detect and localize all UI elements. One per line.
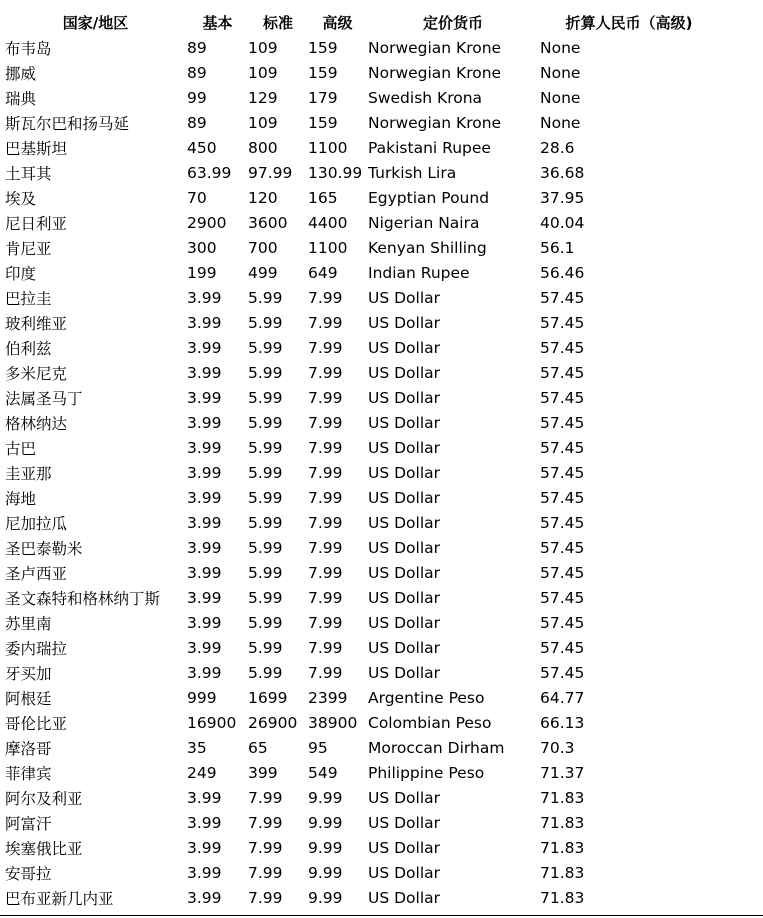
cell-country: 挪威 <box>5 64 37 83</box>
table-row <box>4 685 719 710</box>
table-row <box>4 585 719 610</box>
cell-country: 阿富汗 <box>5 814 52 833</box>
cell-premium: 7.99 <box>308 538 343 557</box>
cell-basic: 89 <box>187 63 207 82</box>
cell-cny-premium: 40.04 <box>540 213 585 232</box>
table-row <box>4 560 719 585</box>
cell-standard: 26900 <box>248 713 298 732</box>
cell-country: 安哥拉 <box>5 864 52 883</box>
cell-currency: US Dollar <box>368 538 441 557</box>
cell-premium: 9.99 <box>308 888 343 907</box>
cell-currency: Moroccan Dirham <box>368 738 505 757</box>
cell-standard: 5.99 <box>248 563 283 582</box>
cell-premium: 2399 <box>308 688 348 707</box>
table-row <box>4 860 719 885</box>
cell-cny-premium: 28.6 <box>540 138 575 157</box>
cell-country: 巴拉圭 <box>5 289 52 308</box>
cell-currency: US Dollar <box>368 788 441 807</box>
header-row <box>4 9 719 35</box>
cell-standard: 129 <box>248 88 278 107</box>
cell-basic: 3.99 <box>187 888 222 907</box>
cell-premium: 9.99 <box>308 838 343 857</box>
cell-cny-premium: 57.45 <box>540 488 585 507</box>
cell-standard: 5.99 <box>248 613 283 632</box>
cell-currency: US Dollar <box>368 513 441 532</box>
cell-premium: 9.99 <box>308 863 343 882</box>
cell-standard: 7.99 <box>248 863 283 882</box>
table-row <box>4 60 719 85</box>
table-row <box>4 385 719 410</box>
cell-cny-premium: 57.45 <box>540 438 585 457</box>
cell-basic: 3.99 <box>187 863 222 882</box>
table-row <box>4 185 719 210</box>
cell-standard: 7.99 <box>248 788 283 807</box>
cell-premium: 9.99 <box>308 813 343 832</box>
cell-cny-premium: 57.45 <box>540 338 585 357</box>
cell-premium: 7.99 <box>308 563 343 582</box>
cell-premium: 95 <box>308 738 328 757</box>
cell-basic: 3.99 <box>187 363 222 382</box>
cell-country: 圣卢西亚 <box>5 564 68 583</box>
cell-cny-premium: 57.45 <box>540 513 585 532</box>
cell-cny-premium: 70.3 <box>540 738 575 757</box>
cell-cny-premium: 56.46 <box>540 263 585 282</box>
cell-premium: 7.99 <box>308 638 343 657</box>
cell-premium: 7.99 <box>308 588 343 607</box>
cell-standard: 109 <box>248 38 278 57</box>
table-row <box>4 435 719 460</box>
cell-standard: 5.99 <box>248 663 283 682</box>
table-body <box>4 35 719 910</box>
cell-premium: 7.99 <box>308 288 343 307</box>
table-row <box>4 310 719 335</box>
cell-premium: 649 <box>308 263 338 282</box>
cell-standard: 65 <box>248 738 268 757</box>
cell-standard: 5.99 <box>248 388 283 407</box>
cell-currency: US Dollar <box>368 288 441 307</box>
cell-cny-premium: 57.45 <box>540 413 585 432</box>
cell-currency: US Dollar <box>368 488 441 507</box>
cell-currency: Argentine Peso <box>368 688 485 707</box>
cell-premium: 4400 <box>308 213 348 232</box>
cell-cny-premium: None <box>540 63 581 82</box>
table-row <box>4 35 719 60</box>
cell-country: 土耳其 <box>5 164 52 183</box>
cell-currency: Kenyan Shilling <box>368 238 487 257</box>
cell-country: 埃塞俄比亚 <box>5 839 83 858</box>
cell-currency: US Dollar <box>368 888 441 907</box>
cell-standard: 7.99 <box>248 838 283 857</box>
cell-premium: 7.99 <box>308 363 343 382</box>
cell-basic: 63.99 <box>187 163 232 182</box>
cell-cny-premium: 57.45 <box>540 463 585 482</box>
cell-basic: 3.99 <box>187 838 222 857</box>
cell-country: 巴布亚新几内亚 <box>5 889 114 908</box>
cell-basic: 99 <box>187 88 207 107</box>
cell-basic: 3.99 <box>187 488 222 507</box>
header-basic: 基本 <box>202 13 233 32</box>
cell-standard: 700 <box>248 238 278 257</box>
cell-basic: 3.99 <box>187 638 222 657</box>
table-row <box>4 660 719 685</box>
cell-basic: 70 <box>187 188 207 207</box>
cell-currency: US Dollar <box>368 613 441 632</box>
table-row <box>4 535 719 560</box>
cell-basic: 999 <box>187 688 217 707</box>
cell-country: 玻利维亚 <box>5 314 68 333</box>
cell-country: 巴基斯坦 <box>5 139 68 158</box>
cell-standard: 97.99 <box>248 163 293 182</box>
cell-cny-premium: 57.45 <box>540 288 585 307</box>
cell-cny-premium: 56.1 <box>540 238 575 257</box>
cell-cny-premium: 71.83 <box>540 788 585 807</box>
cell-country: 委内瑞拉 <box>5 639 68 658</box>
cell-premium: 38900 <box>308 713 358 732</box>
cell-cny-premium: 57.45 <box>540 313 585 332</box>
header-premium: 高级 <box>322 13 353 32</box>
cell-currency: Norwegian Krone <box>368 63 502 82</box>
cell-basic: 3.99 <box>187 788 222 807</box>
cell-premium: 7.99 <box>308 338 343 357</box>
table-row <box>4 110 719 135</box>
cell-standard: 5.99 <box>248 338 283 357</box>
cell-standard: 109 <box>248 113 278 132</box>
cell-cny-premium: 57.45 <box>540 538 585 557</box>
table-row <box>4 810 719 835</box>
cell-cny-premium: None <box>540 38 581 57</box>
cell-premium: 159 <box>308 113 338 132</box>
cell-basic: 3.99 <box>187 538 222 557</box>
cell-country: 格林纳达 <box>5 414 68 433</box>
cell-country: 哥伦比亚 <box>5 714 68 733</box>
table-row <box>4 85 719 110</box>
cell-standard: 109 <box>248 63 278 82</box>
cell-cny-premium: 57.45 <box>540 363 585 382</box>
cell-country: 阿根廷 <box>5 689 52 708</box>
cell-basic: 3.99 <box>187 613 222 632</box>
cell-standard: 5.99 <box>248 288 283 307</box>
cell-country: 菲律宾 <box>5 764 52 783</box>
cell-country: 尼加拉瓜 <box>5 514 68 533</box>
cell-country: 尼日利亚 <box>5 214 68 233</box>
cell-cny-premium: None <box>540 113 581 132</box>
table-row <box>4 360 719 385</box>
table-row <box>4 460 719 485</box>
cell-basic: 249 <box>187 763 217 782</box>
table-row <box>4 710 719 735</box>
cell-currency: US Dollar <box>368 363 441 382</box>
cell-currency: Swedish Krona <box>368 88 483 107</box>
cell-currency: US Dollar <box>368 813 441 832</box>
cell-cny-premium: 64.77 <box>540 688 585 707</box>
cell-standard: 5.99 <box>248 413 283 432</box>
table-row <box>4 260 719 285</box>
cell-premium: 130.99 <box>308 163 363 182</box>
cell-basic: 3.99 <box>187 438 222 457</box>
cell-premium: 159 <box>308 38 338 57</box>
table-row <box>4 785 719 810</box>
cell-premium: 1100 <box>308 238 348 257</box>
cell-basic: 3.99 <box>187 513 222 532</box>
cell-currency: Indian Rupee <box>368 263 470 282</box>
cell-premium: 7.99 <box>308 463 343 482</box>
cell-cny-premium: 71.83 <box>540 863 585 882</box>
cell-cny-premium: 37.95 <box>540 188 585 207</box>
cell-basic: 89 <box>187 38 207 57</box>
cell-standard: 7.99 <box>248 813 283 832</box>
cell-cny-premium: 71.83 <box>540 813 585 832</box>
cell-standard: 5.99 <box>248 538 283 557</box>
cell-basic: 16900 <box>187 713 237 732</box>
table-row <box>4 610 719 635</box>
cell-premium: 7.99 <box>308 613 343 632</box>
cell-standard: 5.99 <box>248 588 283 607</box>
cell-country: 古巴 <box>5 439 37 458</box>
cell-currency: Norwegian Krone <box>368 38 502 57</box>
cell-currency: Philippine Peso <box>368 763 485 782</box>
cell-currency: US Dollar <box>368 413 441 432</box>
table-row <box>4 235 719 260</box>
header-currency: 定价货币 <box>422 13 483 32</box>
cell-currency: US Dollar <box>368 338 441 357</box>
cell-cny-premium: 57.45 <box>540 663 585 682</box>
cell-standard: 3600 <box>248 213 288 232</box>
cell-country: 多米尼克 <box>5 364 68 383</box>
cell-currency: US Dollar <box>368 388 441 407</box>
cell-standard: 5.99 <box>248 313 283 332</box>
cell-basic: 3.99 <box>187 338 222 357</box>
table-row <box>4 510 719 535</box>
cell-currency: US Dollar <box>368 838 441 857</box>
cell-basic: 35 <box>187 738 207 757</box>
cell-country: 伯利兹 <box>5 339 52 358</box>
cell-country: 印度 <box>5 264 37 283</box>
cell-premium: 7.99 <box>308 488 343 507</box>
cell-currency: US Dollar <box>368 638 441 657</box>
cell-standard: 5.99 <box>248 638 283 657</box>
cell-country: 圣文森特和格林纳丁斯 <box>5 589 161 608</box>
cell-country: 肯尼亚 <box>5 239 52 258</box>
pricing-table <box>4 9 719 910</box>
cell-country: 法属圣马丁 <box>5 389 83 408</box>
cell-basic: 89 <box>187 113 207 132</box>
header-cny-premium: 折算人民币（高级) <box>565 13 693 32</box>
table-row <box>4 735 719 760</box>
cell-cny-premium: 71.37 <box>540 763 585 782</box>
cell-currency: Egyptian Pound <box>368 188 490 207</box>
cell-currency: US Dollar <box>368 313 441 332</box>
cell-standard: 499 <box>248 263 278 282</box>
table-row <box>4 885 719 910</box>
cell-cny-premium: 57.45 <box>540 563 585 582</box>
cell-basic: 3.99 <box>187 663 222 682</box>
cell-basic: 3.99 <box>187 288 222 307</box>
cell-basic: 2900 <box>187 213 227 232</box>
cell-premium: 7.99 <box>308 513 343 532</box>
cell-currency: Nigerian Naira <box>368 213 480 232</box>
cell-standard: 399 <box>248 763 278 782</box>
cell-standard: 5.99 <box>248 463 283 482</box>
cell-basic: 3.99 <box>187 563 222 582</box>
cell-standard: 5.99 <box>248 513 283 532</box>
cell-country: 苏里南 <box>5 614 52 633</box>
table-row <box>4 760 719 785</box>
cell-country: 牙买加 <box>5 664 52 683</box>
table-row <box>4 835 719 860</box>
cell-basic: 300 <box>187 238 217 257</box>
cell-country: 斯瓦尔巴和扬马延 <box>5 114 130 133</box>
cell-standard: 1699 <box>248 688 288 707</box>
cell-currency: US Dollar <box>368 588 441 607</box>
cell-cny-premium: 57.45 <box>540 638 585 657</box>
table-row <box>4 135 719 160</box>
cell-premium: 165 <box>308 188 338 207</box>
cell-country: 埃及 <box>5 189 37 208</box>
cell-premium: 7.99 <box>308 663 343 682</box>
cell-cny-premium: None <box>540 88 581 107</box>
cell-cny-premium: 36.68 <box>540 163 585 182</box>
table-row <box>4 160 719 185</box>
cell-cny-premium: 66.13 <box>540 713 585 732</box>
cell-currency: Turkish Lira <box>368 163 457 182</box>
cell-country: 圣巴泰勒米 <box>5 539 83 558</box>
cell-basic: 3.99 <box>187 813 222 832</box>
cell-cny-premium: 57.45 <box>540 388 585 407</box>
cell-standard: 7.99 <box>248 888 283 907</box>
cell-premium: 549 <box>308 763 338 782</box>
table-bottom-border <box>0 915 763 916</box>
cell-basic: 3.99 <box>187 313 222 332</box>
cell-currency: Colombian Peso <box>368 713 492 732</box>
table-row <box>4 285 719 310</box>
cell-premium: 9.99 <box>308 788 343 807</box>
cell-country: 摩洛哥 <box>5 739 52 758</box>
cell-standard: 800 <box>248 138 278 157</box>
cell-currency: US Dollar <box>368 563 441 582</box>
cell-basic: 3.99 <box>187 463 222 482</box>
cell-basic: 3.99 <box>187 588 222 607</box>
header-country: 国家/地区 <box>62 13 129 32</box>
cell-cny-premium: 71.83 <box>540 888 585 907</box>
cell-basic: 450 <box>187 138 217 157</box>
cell-country: 阿尔及利亚 <box>5 789 83 808</box>
table-row <box>4 335 719 360</box>
cell-premium: 7.99 <box>308 413 343 432</box>
table-row <box>4 485 719 510</box>
cell-country: 瑞典 <box>5 89 37 108</box>
cell-country: 海地 <box>5 489 37 508</box>
cell-currency: Pakistani Rupee <box>368 138 491 157</box>
cell-country: 圭亚那 <box>5 464 52 483</box>
cell-cny-premium: 71.83 <box>540 838 585 857</box>
cell-standard: 5.99 <box>248 438 283 457</box>
table-row <box>4 210 719 235</box>
cell-standard: 5.99 <box>248 363 283 382</box>
cell-basic: 3.99 <box>187 388 222 407</box>
table-row <box>4 410 719 435</box>
cell-premium: 159 <box>308 63 338 82</box>
cell-cny-premium: 57.45 <box>540 613 585 632</box>
cell-premium: 7.99 <box>308 438 343 457</box>
cell-currency: Norwegian Krone <box>368 113 502 132</box>
cell-premium: 7.99 <box>308 313 343 332</box>
cell-currency: US Dollar <box>368 863 441 882</box>
cell-currency: US Dollar <box>368 463 441 482</box>
cell-premium: 179 <box>308 88 338 107</box>
cell-premium: 1100 <box>308 138 348 157</box>
cell-standard: 5.99 <box>248 488 283 507</box>
cell-premium: 7.99 <box>308 388 343 407</box>
cell-cny-premium: 57.45 <box>540 588 585 607</box>
table-row <box>4 635 719 660</box>
header-standard: 标准 <box>262 13 293 32</box>
cell-currency: US Dollar <box>368 663 441 682</box>
cell-country: 布韦岛 <box>5 39 52 58</box>
cell-basic: 199 <box>187 263 217 282</box>
cell-basic: 3.99 <box>187 413 222 432</box>
cell-standard: 120 <box>248 188 278 207</box>
cell-currency: US Dollar <box>368 438 441 457</box>
